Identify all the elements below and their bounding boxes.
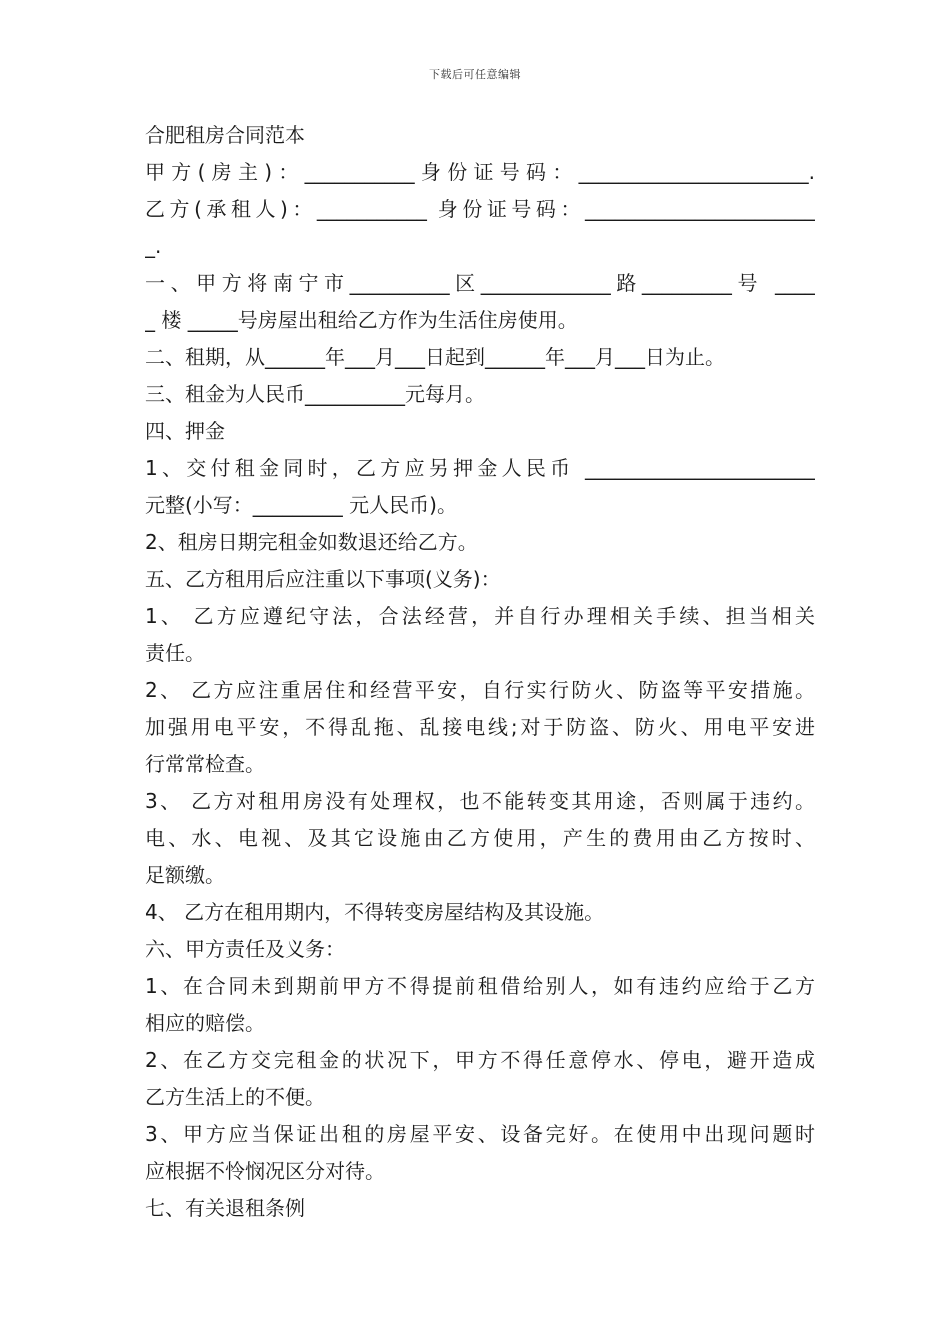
clause-5-item-3-line-1: 3、 乙方对租用房没有处理权，也不能转变其用途，否则属于违约。 (145, 789, 815, 813)
clause-5-item-2-line-2: 加强用电平安，不得乱拖、乱接电线;对于防盗、防火、用电平安进 (145, 715, 815, 739)
party-a-line: 甲方(房主)：___________身份证号码：_______________________. (145, 160, 815, 184)
clause-5-item-2-line-1: 2、 乙方应注重居住和经营平安，自行实行防火、防盗等平安措施。 (145, 678, 815, 702)
clause-5-item-4: 4、 乙方在租用期内，不得转变房屋结构及其设施。 (145, 900, 605, 924)
clause-4-heading: 四、押金 (145, 419, 225, 443)
clause-5-item-1-line-2: 责任。 (145, 641, 205, 665)
document-title: 合肥租房合同范本 (145, 123, 305, 147)
clause-5-item-3-line-2: 电、水、电视、及其它设施由乙方使用，产生的费用由乙方按时、 (145, 826, 815, 850)
header-note: 下载后可任意编辑 (429, 68, 521, 81)
clause-1-line-1: 一、甲方将南宁市__________区_____________路_________号 ____ (145, 271, 815, 295)
clause-6-item-1-line-1: 1、在合同未到期前甲方不得提前租借给别人，如有违约应给于乙方 (145, 974, 815, 998)
clause-6-item-2-line-2: 乙方生活上的不便。 (145, 1085, 325, 1109)
party-b-line-continued: _. (145, 234, 162, 258)
clause-6-item-2-line-1: 2、在乙方交完租金的状况下，甲方不得任意停水、停电，避开造成 (145, 1048, 815, 1072)
clause-3-line: 三、租金为人民币__________元每月。 (145, 382, 485, 406)
clause-4-item-1-line-2: 元整(小写：_________ 元人民币)。 (145, 493, 457, 517)
clause-5-item-3-line-3: 足额缴。 (145, 863, 225, 887)
clause-5-item-2-line-3: 行常常检查。 (145, 752, 265, 776)
clause-6-heading: 六、甲方责任及义务： (145, 937, 345, 961)
clause-4-item-2: 2、租房日期完租金如数退还给乙方。 (145, 530, 478, 554)
clause-5-item-1-line-1: 1、 乙方应遵纪守法，合法经营，并自行办理相关手续、担当相关 (145, 604, 815, 628)
clause-6-item-1-line-2: 相应的赔偿。 (145, 1011, 265, 1035)
contract-body (145, 117, 815, 1227)
clause-2-line: 二、租期，从______年___月___日起到______年___月___日为止。 (145, 345, 725, 369)
clause-4-item-1-line-1: 1、交付租金同时，乙方应另押金人民币 _______________________ (145, 456, 815, 480)
clause-1-line-2: _ 楼 _____号房屋出租给乙方作为生活住房使用。 (145, 308, 578, 332)
clause-6-item-3-line-2: 应根据不怜悯况区分对待。 (145, 1159, 385, 1183)
party-b-line: 乙方(承租人)：___________ 身份证号码：_______________________ (145, 197, 815, 221)
clause-5-heading: 五、乙方租用后应注重以下事项(义务)： (145, 567, 501, 591)
clause-6-item-3-line-1: 3、甲方应当保证出租的房屋平安、设备完好。在使用中出现问题时 (145, 1122, 815, 1146)
clause-7-heading: 七、有关退租条例 (145, 1196, 305, 1220)
